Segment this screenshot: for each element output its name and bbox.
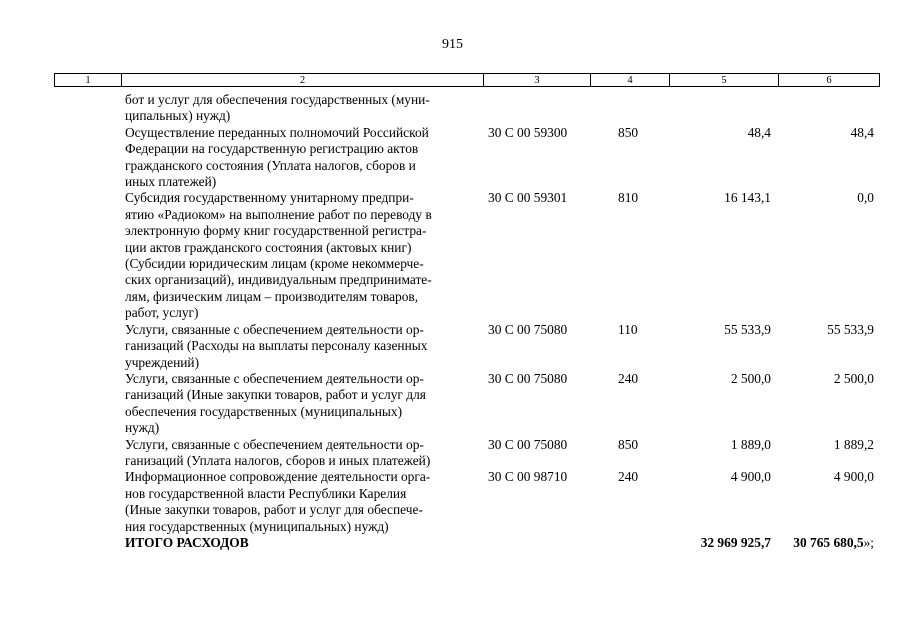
description-line: Федерации на государственную регистрацию актов [125,141,419,157]
amount-col-5: 1 889,0 [730,436,771,452]
total-amount-col-5: 32 969 925,7 [700,534,771,550]
description-line: Услуги, связанные с обеспечением деятельности ор- [125,436,424,452]
row-description [125,322,477,371]
row-description [125,469,477,535]
description-line: ганизаций (Иные закупки товаров, работ и услуг для [125,387,426,403]
description-line: обеспечения государственных (муниципальных) [125,403,403,419]
description-line: электронную форму книг государственной регистра- [125,223,427,239]
header-col-1: 1 [55,74,122,87]
expense-type: 810 [618,190,639,206]
description-line: ципальных) нужд) [125,108,231,124]
row-description [125,190,477,321]
description-line: ятию «Радиоком» на выполнение работ по переводу в [125,206,432,222]
header-col-5: 5 [670,74,779,87]
description-line: Услуги, связанные с обеспечением деятельности ор- [125,370,424,386]
target-code: 30 С 00 59301 [488,190,568,206]
expense-type: 240 [618,469,639,485]
target-code: 30 С 00 75080 [488,321,568,337]
expense-type: 240 [618,370,639,386]
table-row [0,125,905,191]
description-line: (Иные закупки товаров, работ и услуг для обеспече- [125,502,423,518]
amount-col-5: 55 533,9 [724,321,771,337]
description-line: ния государственных (муниципальных) нужд) [125,518,389,534]
amount-col-6: 4 900,0 [833,469,874,485]
amount-col-6: 0,0 [857,190,874,206]
row-description [125,371,477,437]
description-line: работ, услуг) [125,305,199,321]
expense-type: 110 [618,321,638,337]
table-row [0,190,905,321]
description-line: нов государственной власти Республики Карелия [125,485,407,501]
description-line: Услуги, связанные с обеспечением деятельности ор- [125,321,424,337]
amount-col-6: 48,4 [850,124,874,140]
total-amount-col-6: 30 765 680,5 [793,534,864,550]
description-line: ских организаций), индивидуальным предпринимате- [125,272,432,288]
amount-col-5: 4 900,0 [730,469,771,485]
target-code: 30 С 00 75080 [488,436,568,452]
description-line: Субсидия государственному унитарному предпри- [125,190,414,206]
expense-rows [0,92,905,552]
amount-col-5: 2 500,0 [730,370,771,386]
expense-type: 850 [618,436,639,452]
description-line: Осуществление переданных полномочий Российской [125,124,429,140]
description-line: бот и услуг для обеспечения государственных (муни- [125,92,430,107]
amount-col-5: 16 143,1 [724,190,771,206]
expense-type: 850 [618,124,639,140]
header-col-4: 4 [591,74,670,87]
amount-col-6: 55 533,9 [827,321,874,337]
amount-col-6: 2 500,0 [833,370,874,386]
description-line: лям, физическим лицам – производителям товаров, [125,288,419,304]
header-row [55,74,880,87]
total-amount-col-6-group [793,535,874,551]
description-line: гражданского состояния (Уплата налогов, сборов и [125,157,416,173]
header-col-3: 3 [484,74,591,87]
target-code: 30 С 00 75080 [488,370,568,386]
table-row [0,371,905,437]
column-number-header [54,73,880,87]
table-row [0,92,905,125]
amount-col-5: 48,4 [747,124,771,140]
description-line: (Субсидии юридическим лицам (кроме некоммерче- [125,256,424,272]
total-row [0,535,905,552]
total-label: ИТОГО РАСХОДОВ [125,534,249,550]
description-line: нужд) [125,420,160,436]
description-line: ции актов гражданского состояния (актовых книг) [125,239,412,255]
table-row [0,469,905,535]
description-line: ганизаций (Расходы на выплаты персоналу казенных [125,338,428,354]
description-line: учреждений) [125,354,200,370]
table-row [0,322,905,371]
target-code: 30 С 00 98710 [488,469,568,485]
description-line: Информационное сопровождение деятельности орга- [125,469,431,485]
row-description [125,92,477,125]
header-col-2: 2 [122,74,484,87]
amount-col-6: 1 889,2 [833,436,874,452]
description-line: ганизаций (Уплата налогов, сборов и иных платежей) [125,452,431,468]
total-suffix: »; [863,534,874,550]
page-number: 915 [442,37,463,52]
target-code: 30 С 00 59300 [488,124,568,140]
row-description [125,125,477,191]
row-description [125,437,477,470]
description-line: иных платежей) [125,174,217,190]
header-col-6: 6 [779,74,880,87]
table-row [0,437,905,470]
